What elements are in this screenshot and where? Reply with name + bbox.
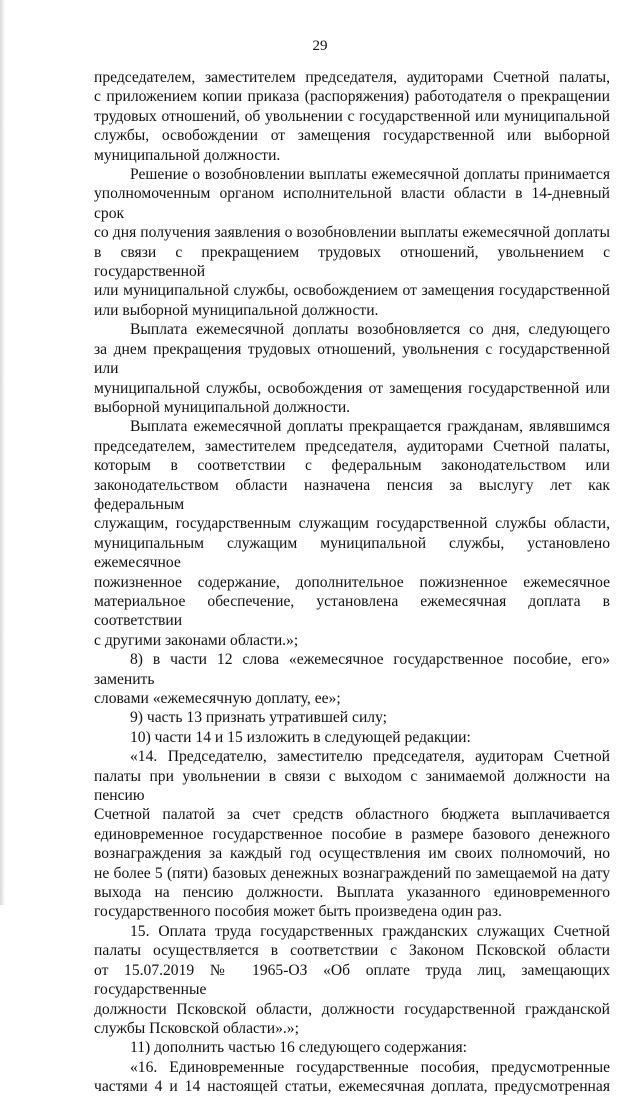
text-line: или выборной муниципальной должности. — [94, 301, 379, 319]
text-line: выхода на пенсию должности. Выплата указанного единовременного — [94, 884, 610, 902]
text-line: 9) часть 13 признать утратившей силу; — [130, 709, 388, 727]
text-line: службы Псковской области».»; — [94, 1019, 299, 1037]
text-line: председателем, заместителем председателя, аудиторами Счетной палаты, — [94, 69, 610, 86]
text-line: которым в соответствии с федеральным законодательством или — [94, 457, 610, 475]
text-line: 11) дополнить частью 16 следующего содержания: — [130, 1039, 467, 1057]
page-number: 29 — [312, 38, 328, 54]
text-line: выборной муниципальной должности. — [94, 398, 351, 416]
scan-left-edge — [0, 0, 5, 905]
text-line: Выплата ежемесячной доплаты возобновляется со дня, следующего — [130, 321, 610, 339]
text-line: «14. Председателю, заместителю председателя, аудиторам Счетной — [130, 748, 610, 766]
text-line: с другими законами области.»; — [94, 631, 299, 649]
text-line: служащим, государственным служащим государственной службы области, — [94, 515, 610, 533]
text-line: Решение о возобновлении выплаты ежемесячной доплаты принимается — [130, 166, 610, 184]
text-line: муниципальной должности. — [94, 146, 281, 164]
text-line: 8) в части 12 слова «ежемесячное государственное пособие, его» заменить — [94, 651, 610, 688]
text-line: пожизненное содержание, дополнительное пожизненное ежемесячное — [94, 573, 610, 591]
text-line: палаты при увольнении в связи с выходом с занимаемой должности на пенсию — [94, 767, 610, 805]
text-line: «16. Единовременные государственные пособия, предусмотренные — [130, 1058, 610, 1076]
text-line: со дня получения заявления о возобновлении выплаты ежемесячной доплаты — [94, 224, 610, 242]
text-line: материальное обеспечение, установлена ежемесячная доплата в соответствии — [94, 592, 610, 630]
text-line: законодательством области назначена пенсия за выслугу лет как федеральным — [94, 476, 610, 513]
text-line: муниципальной службы, освобождения от замещения государственной или — [94, 379, 610, 397]
text-line: государственного пособия может быть произведена один раз. — [94, 903, 502, 921]
text-line: от 15.07.2019 № 1965-ОЗ «Об оплате труда лиц, замещающих государственные — [94, 961, 610, 999]
text-line: трудовых отношений, об увольнении с государственной или муниципальной — [94, 107, 610, 125]
text-line: частями 4 и 14 настоящей статьи, ежемесячная доплата, предусмотренная — [94, 1078, 610, 1096]
text-line: 10) части 14 и 15 изложить в следующей редакции: — [130, 728, 471, 746]
text-line: должности Псковской области, должности государственной гражданской — [94, 1000, 610, 1018]
text-line: с приложением копии приказа (распоряжения) работодателя о прекращении — [94, 88, 610, 106]
text-line: в связи с прекращением трудовых отношений, увольнением с государственной — [94, 243, 610, 281]
text-line: не более 5 (пяти) базовых денежных вознаграждений по замещаемой на дату — [94, 864, 610, 882]
text-line: вознаграждения за каждый год осуществления им своих полномочий, но — [94, 845, 610, 863]
text-line: палаты осуществляется в соответствии с Законом Псковской области — [94, 942, 610, 960]
text-line: 15. Оплата труда государственных гражданских служащих Счетной — [130, 922, 610, 940]
document-body — [94, 68, 610, 1097]
text-line: муниципальным служащим муниципальной службы, установлено ежемесячное — [94, 534, 610, 572]
text-line: или муниципальной службы, освобождением от замещения государственной — [94, 282, 610, 300]
text-line: словами «ежемесячную доплату, ее»; — [94, 690, 341, 707]
text-line: председателем, заместителем председателя, аудиторами Счетной палаты, — [94, 437, 610, 455]
text-line: службы, освобождении от замещения государственной или выборной — [94, 127, 610, 145]
text-line: за днем прекращения трудовых отношений, увольнения с государственной или — [94, 340, 610, 378]
text-line: единовременное государственное пособие в размере базового денежного — [94, 825, 610, 843]
text-line: Счетной палатой за счет средств областного бюджета выплачивается — [94, 806, 610, 824]
text-line: уполномоченным органом исполнительной власти области в 14-дневный срок — [94, 185, 610, 222]
text-line: Выплата ежемесячной доплаты прекращается гражданам, являвшимся — [130, 418, 610, 436]
